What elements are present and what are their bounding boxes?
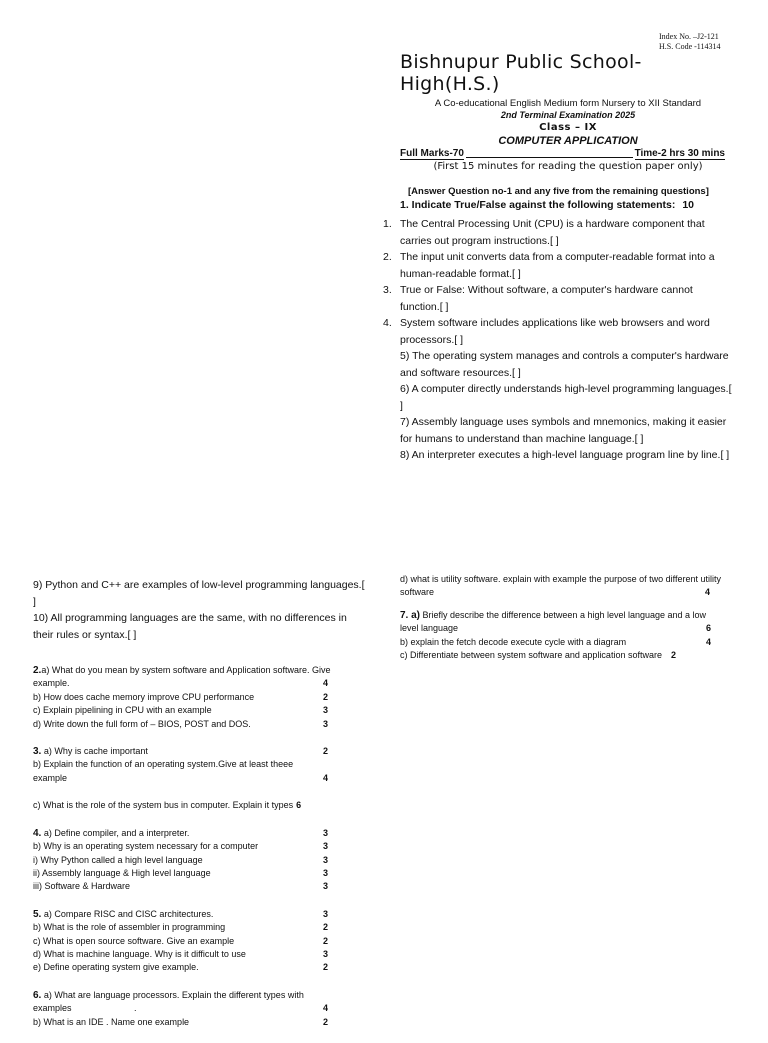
question-row <box>33 908 333 921</box>
question-number: 5. <box>33 908 42 920</box>
question-5 <box>33 908 333 975</box>
question-marks: 4 <box>706 636 712 647</box>
full-marks: Full Marks-70 <box>400 148 464 159</box>
question-text: b) What is the role of assembler in programming <box>33 922 226 933</box>
question-marks: 6 <box>296 800 302 811</box>
item-number: 2. <box>383 251 392 263</box>
question-row <box>33 1016 333 1029</box>
question-row <box>33 840 333 853</box>
question-marks: 3 <box>323 908 329 919</box>
list-item <box>383 282 735 315</box>
question-row <box>33 961 333 974</box>
question-row <box>33 758 333 785</box>
question-text: b) Why is an operating system necessary for a computer <box>33 841 259 852</box>
list-item <box>383 381 735 414</box>
question-text: c) What is the role of the system bus in computer. Explain it types <box>33 800 294 811</box>
question-2 <box>33 664 333 731</box>
question-4 <box>33 827 333 894</box>
question-text: b) How does cache memory improve CPU performance <box>33 691 255 702</box>
list-item <box>383 249 735 282</box>
question-row <box>33 718 333 731</box>
answer-instructions: [Answer Question no-1 and any five from the remaining questions] <box>408 186 709 197</box>
question-text: a) What are language processors. Explain the different types with examples <box>33 989 304 1014</box>
question-row <box>33 867 333 880</box>
item-text: 6) A computer directly understands high-level programming languages.[ ] <box>400 383 732 412</box>
question-row <box>33 745 333 758</box>
school-tagline: A Co-educational English Medium form Nursery to XII Standard <box>434 98 702 109</box>
question-row <box>400 649 736 662</box>
item-text: The Central Processing Unit (CPU) is a hardware component that carries out program instructions.[ ] <box>400 218 705 247</box>
left-column-questions <box>33 664 333 1043</box>
question-text: a) What do you mean by system software and Application software. Give example. <box>33 665 331 689</box>
item-number: 3. <box>383 284 392 296</box>
list-item: 9) Python and C++ are examples of low-level programming languages.[ ] <box>33 579 365 608</box>
question-row <box>33 664 368 691</box>
question-text: c) Explain pipelining in CPU with an example <box>33 705 212 716</box>
question-marks: 3 <box>323 841 329 852</box>
question-row <box>33 989 333 1016</box>
marks-time-row <box>400 148 725 160</box>
list-item <box>383 447 735 464</box>
list-item <box>383 414 735 447</box>
marks-divider-line <box>466 156 633 158</box>
question-marks: 3 <box>323 827 329 838</box>
question-marks: 2 <box>323 935 329 946</box>
question-marks: 3 <box>323 948 329 959</box>
question-text: iii) Software & Hardware <box>33 881 131 892</box>
stray-dot: . <box>134 1003 137 1014</box>
time-allowed: Time-2 hrs 30 mins <box>634 148 725 159</box>
exam-header <box>400 98 736 148</box>
item-number: 1. <box>383 218 392 230</box>
question-number: 7. a) <box>400 609 421 621</box>
question-text: d) What is machine language. Why is it difficult to use <box>33 948 246 959</box>
question-text: a) Why is cache important <box>41 746 148 757</box>
question-marks: 2 <box>323 962 329 973</box>
item-number: 4. <box>383 317 392 329</box>
q1-statement-list-continued <box>33 577 368 643</box>
question-marks: 4 <box>323 678 329 689</box>
question-7 <box>400 609 736 663</box>
question-marks: 4 <box>705 587 711 598</box>
question-6 <box>33 989 333 1029</box>
q1-statement-list <box>383 216 735 464</box>
question-row <box>33 799 333 812</box>
index-number: Index No. –J2-121 <box>659 32 719 41</box>
question-row <box>33 704 333 717</box>
question-row <box>400 636 736 649</box>
question-text: b) What is an IDE . Name one example <box>33 1016 190 1027</box>
list-item <box>383 315 735 348</box>
question-text: Briefly describe the difference between a high level language and a low level language <box>400 609 707 634</box>
class-label: Class – IX <box>539 122 597 133</box>
question-marks: 3 <box>323 881 329 892</box>
question-text: i) Why Python called a high level language <box>33 854 203 865</box>
item-text: System software includes applications like web browsers and word processors.[ ] <box>400 317 710 346</box>
question-marks: 4 <box>323 772 329 783</box>
question-row <box>33 691 333 704</box>
question-marks: 2 <box>323 1016 329 1027</box>
question-marks: 3 <box>323 718 329 729</box>
question-text: b) Explain the function of an operating system.Give at least theee example <box>33 759 294 783</box>
question-text: d) Write down the full form of – BIOS, POST and DOS. <box>33 718 251 729</box>
item-text: 7) Assembly language uses symbols and mnemonics, making it easier for humans to understand than machine language.[ ] <box>400 416 727 445</box>
question-text: c) What is open source software. Give an example <box>33 935 235 946</box>
question-row <box>33 827 333 840</box>
item-text: 5) The operating system manages and controls a computer's hardware and software resources.[ ] <box>400 350 729 379</box>
question-text: e) Define operating system give example. <box>33 962 199 973</box>
item-text: 8) An interpreter executes a high-level language program line by line.[ ] <box>400 449 730 461</box>
q1-marks: 10 <box>682 199 695 211</box>
question-number: 6. <box>33 989 42 1001</box>
question-number: 3. <box>33 746 42 758</box>
right-column-questions <box>400 573 736 662</box>
question-6d <box>400 573 736 600</box>
question-text: ii) Assembly language & High level language <box>33 867 211 878</box>
list-item <box>383 348 735 381</box>
question-text: b) explain the fetch decode execute cycle with a diagram <box>400 636 627 647</box>
question-text: a) Define compiler, and a interpreter. <box>41 827 190 838</box>
question-text: c) Differentiate between system software and application software <box>400 650 662 661</box>
item-text: The input unit converts data from a computer-readable format into a human-readable format.[ ] <box>400 251 715 280</box>
question-row <box>33 921 333 934</box>
question-marks: 3 <box>323 854 329 865</box>
question-row <box>33 854 333 867</box>
q1-heading <box>400 199 694 211</box>
question-marks: 2 <box>323 922 329 933</box>
question-marks: 2 <box>323 691 329 702</box>
question-marks: 3 <box>323 867 329 878</box>
hs-code: H.S. Code -114314 <box>659 42 721 51</box>
question-marks: 4 <box>323 1003 329 1014</box>
reading-note: (First 15 minutes for reading the question paper only) <box>433 161 703 172</box>
question-marks: 3 <box>323 705 329 716</box>
question-marks: 2 <box>670 650 676 661</box>
subject-title: COMPUTER APPLICATION <box>498 135 638 147</box>
list-item <box>383 216 735 249</box>
exam-title: 2nd Terminal Examination 2025 <box>500 110 636 120</box>
question-text: a) Compare RISC and CISC architectures. <box>41 908 214 919</box>
q1-heading-text: 1. Indicate True/False against the following statements: <box>400 199 676 211</box>
question-number: 4. <box>33 827 42 839</box>
school-name: Bishnupur Public School-High(H.S.) <box>400 51 642 95</box>
question-row <box>33 948 333 961</box>
question-3 <box>33 745 333 813</box>
question-marks: 6 <box>706 623 712 634</box>
item-text: True or False: Without software, a computer's hardware cannot function.[ ] <box>400 284 693 313</box>
index-block <box>659 32 720 52</box>
question-text: d) what is utility software. explain with example the purpose of two different utility software <box>400 574 721 598</box>
question-marks: 2 <box>323 746 329 757</box>
question-row <box>33 935 333 948</box>
question-row <box>33 880 333 893</box>
question-number: 2. <box>33 665 42 676</box>
list-item: 10) All programming languages are the same, with no differences in their rules or syntax.[ ] <box>33 612 347 641</box>
